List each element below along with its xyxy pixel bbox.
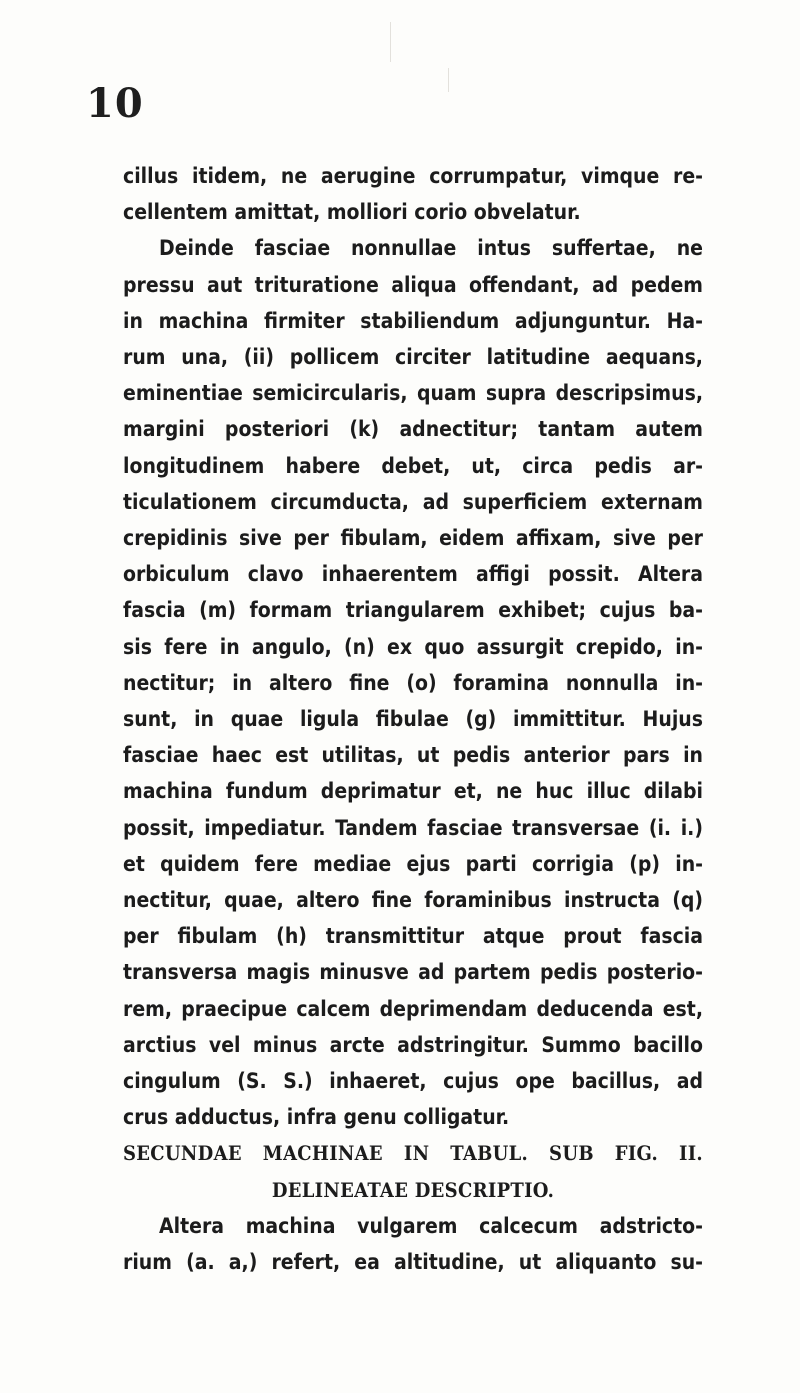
text-line: orbiculum clavo inhaerentem affigi possit. Altera [123, 562, 703, 587]
text-line: eminentiae semicircularis, quam supra descripsimus, [123, 381, 703, 406]
paper-speck [448, 68, 449, 92]
section-heading-continued: DELINEATAE DESCRIPTIO. [271, 1177, 555, 1202]
text-line: fascia (m) formam triangularem exhibet; cujus ba- [123, 598, 703, 623]
text-line: cellentem amittat, molliori corio obvelatur. [123, 200, 581, 225]
page-number: 10 [86, 80, 144, 127]
text-line: nectitur; in altero fine (o) foramina nonnulla in- [123, 670, 703, 695]
text-line: pressu aut trituratione aliqua offendant, ad pedem [123, 272, 703, 297]
body-text [123, 158, 703, 1280]
text-line: in machina firmiter stabiliendum adjunguntur. Ha- [123, 308, 703, 333]
text-line: rem, praecipue calcem deprimendam deducenda est, [123, 996, 703, 1021]
text-line: nectitur, quae, altero fine foraminibus instructa (q) [123, 888, 703, 913]
text-line: machina fundum deprimatur et, ne huc illuc dilabi [123, 779, 703, 804]
text-line: rium (a. a,) refert, ea altitudine, ut aliquanto su- [123, 1250, 703, 1275]
text-line: longitudinem habere debet, ut, circa pedis ar- [123, 453, 703, 478]
text-line: rum una, (ii) pollicem circiter latitudine aequans, [123, 345, 703, 370]
text-line: per fibulam (h) transmittitur atque prout fascia [123, 924, 703, 949]
text-line: Altera machina vulgarem calcecum adstricto- [159, 1213, 703, 1238]
text-line: sunt, in quae ligula fibulae (g) immittitur. Hujus [123, 707, 703, 732]
section-heading: SECUNDAE MACHINAE IN TABUL. SUB FIG. II. [123, 1141, 703, 1166]
text-line: sis fere in angulo, (n) ex quo assurgit crepido, in- [123, 634, 703, 659]
text-line: et quidem fere mediae ejus parti corrigia (p) in- [123, 851, 703, 876]
text-line: ticulationem circumducta, ad superficiem externam [123, 489, 703, 514]
text-line: margini posteriori (k) adnectitur; tantam autem [123, 417, 703, 442]
text-line: Deinde fasciae nonnullae intus suffertae, ne [159, 236, 703, 261]
text-line: cillus itidem, ne aerugine corrumpatur, vimque re- [123, 164, 703, 188]
text-line: possit, impediatur. Tandem fasciae transversae (i. i.) [123, 815, 703, 840]
text-line: transversa magis minusve ad partem pedis posterio- [123, 960, 703, 985]
text-line: cingulum (S. S.) inhaeret, cujus ope bacillus, ad [123, 1069, 703, 1094]
text-line: crepidinis sive per fibulam, eidem affixam, sive per [123, 526, 703, 551]
text-line: crus adductus, infra genu colligatur. [123, 1105, 510, 1130]
text-line: arctius vel minus arcte adstringitur. Summo bacillo [123, 1032, 703, 1057]
paper-speck [390, 22, 391, 62]
text-line: fasciae haec est utilitas, ut pedis anterior pars in [123, 743, 703, 768]
